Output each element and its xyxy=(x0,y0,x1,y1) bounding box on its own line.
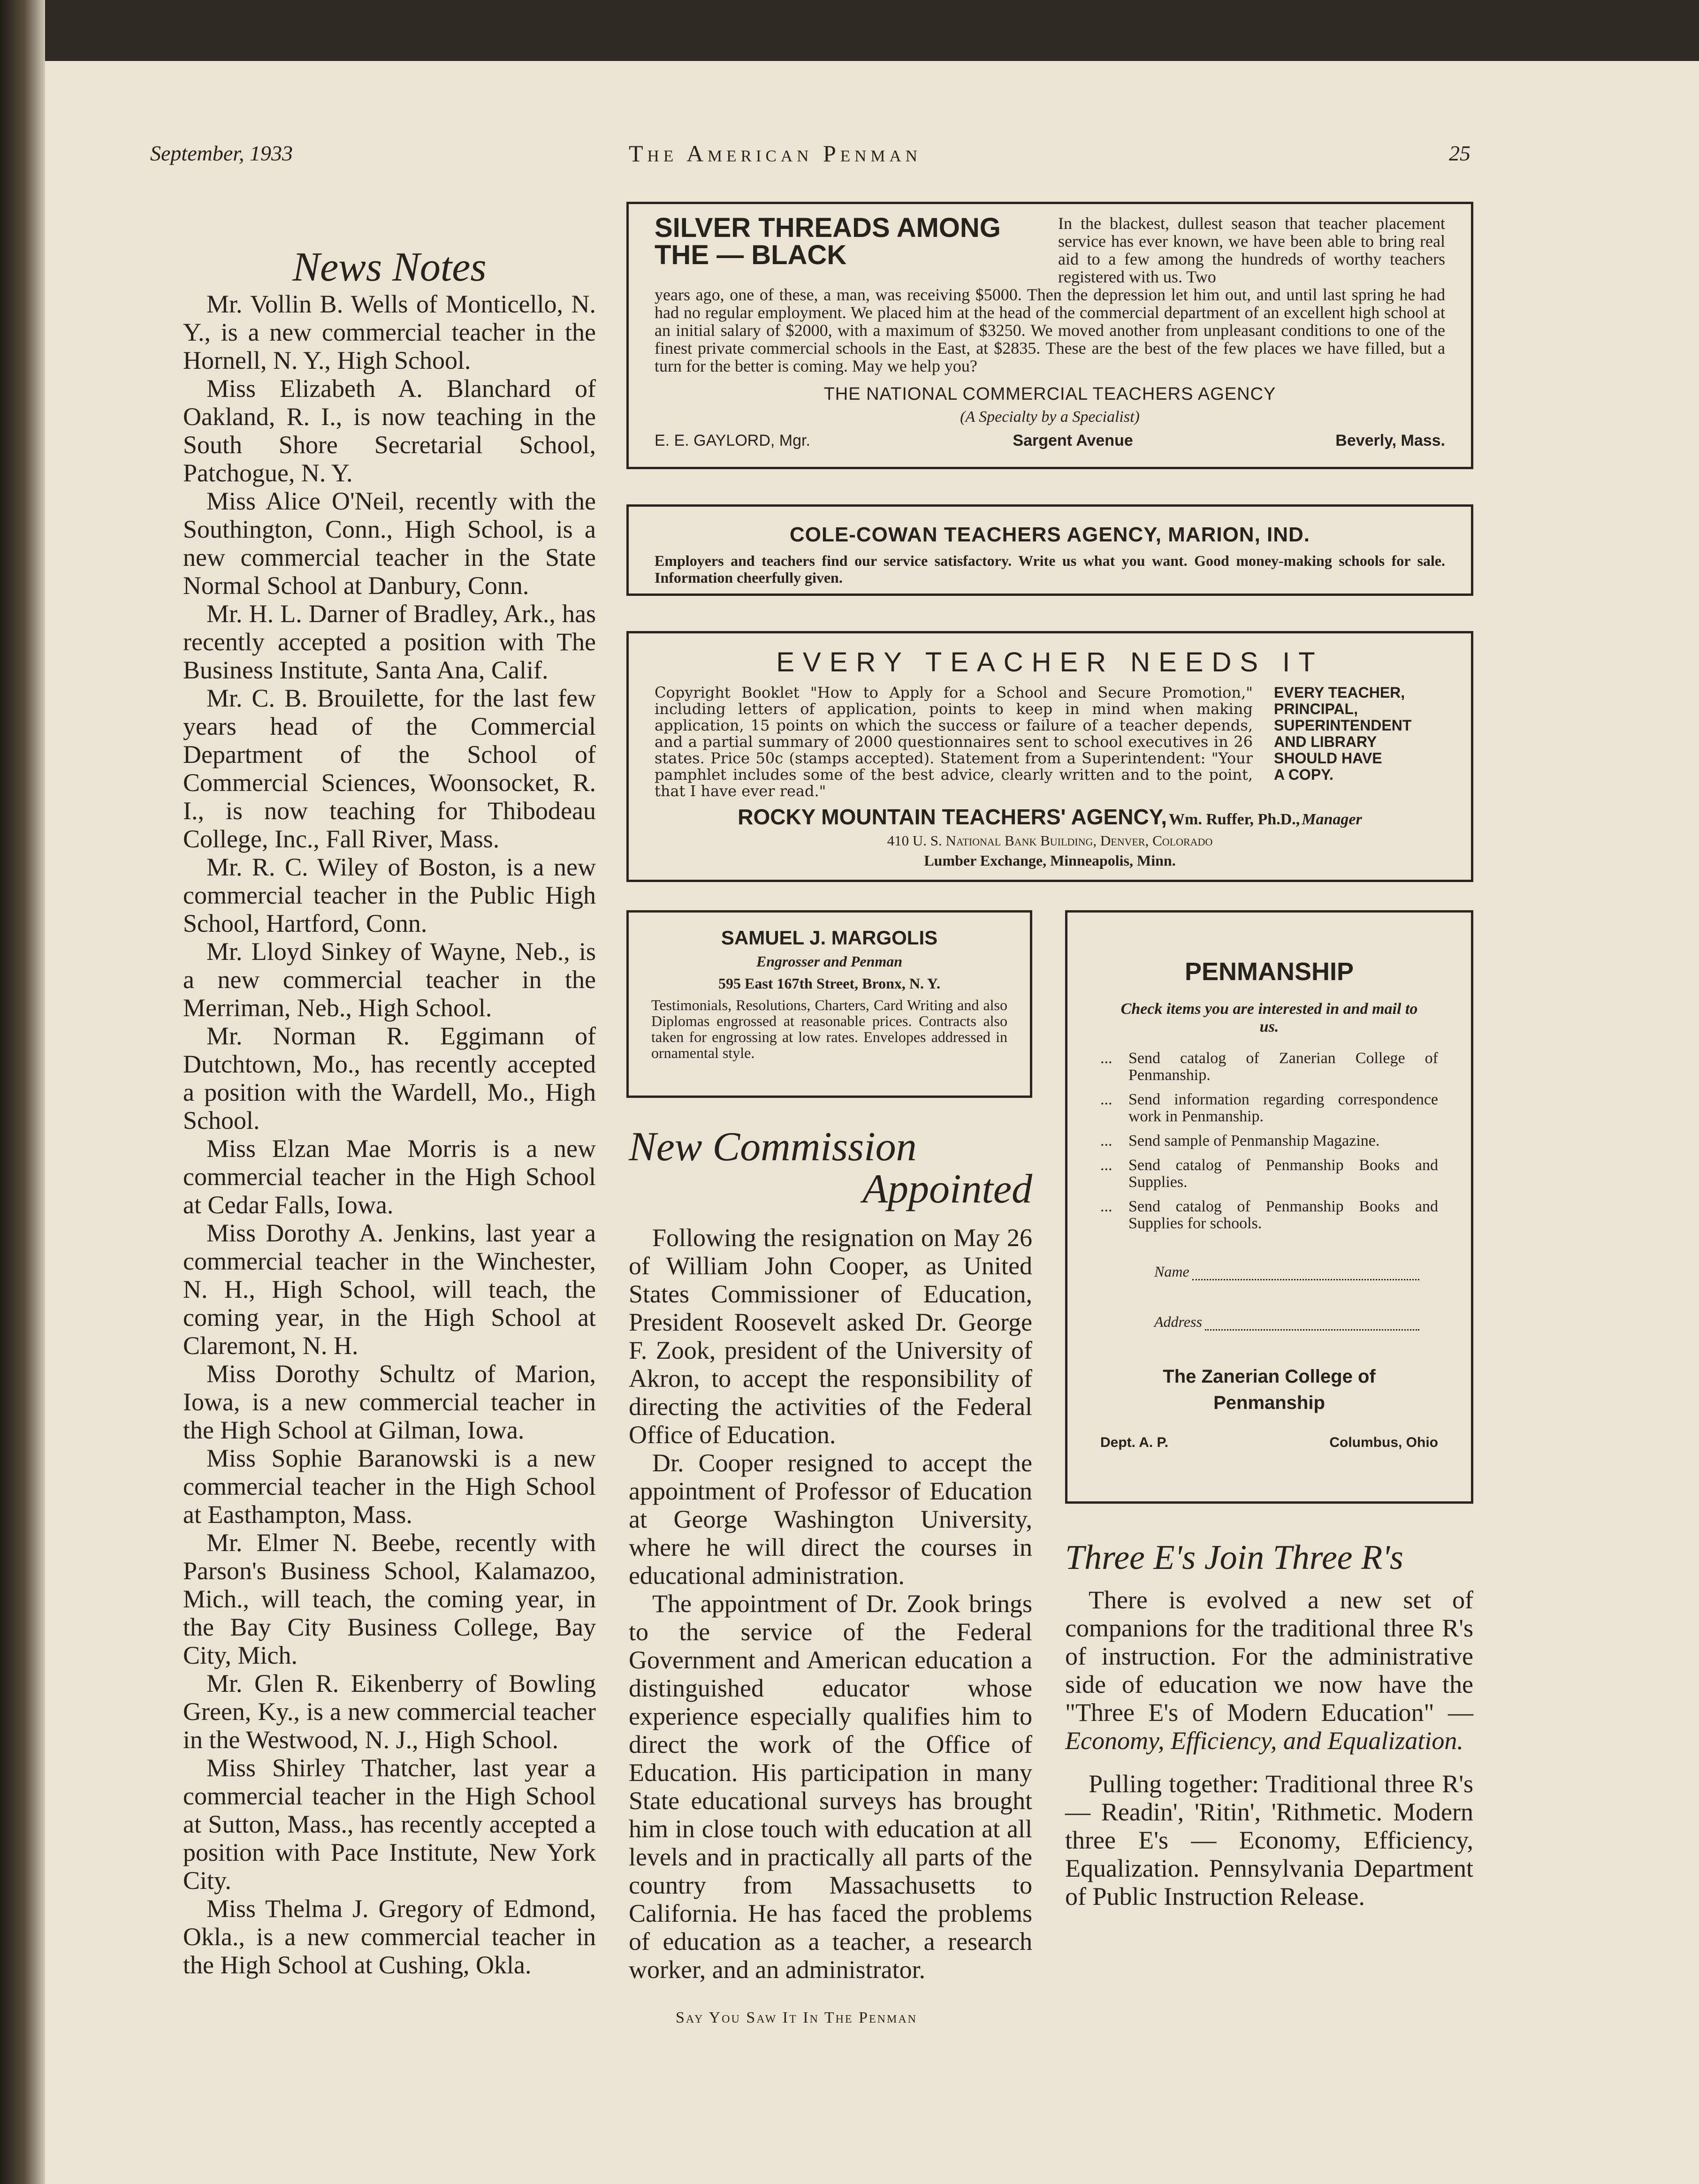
ad-rocky-sidebar-line: A COPY. xyxy=(1274,766,1333,783)
penmanship-footer xyxy=(1100,1435,1438,1451)
ad-cole-body: Employers and teachers find our service satisfactory. Write us what you want. Good money-making schools for sale. Information cheerfully given. xyxy=(655,552,1445,586)
ad-margolis-name: SAMUEL J. MARGOLIS xyxy=(721,927,938,949)
penmanship-college: The Zanerian College of Penmanship xyxy=(1163,1366,1376,1413)
news-note-item: Miss Dorothy A. Jenkins, last year a commercial teacher in the Winchester, N. H., High School, will teach, the coming year, in the High School at Claremont, N. H. xyxy=(183,1219,596,1360)
new-commission-title-line2: Appointed xyxy=(862,1166,1032,1212)
three-es-article xyxy=(1065,1538,1473,1910)
penmanship-checklist-label: Send catalog of Penmanship Books and Supplies. xyxy=(1128,1157,1438,1191)
magazine-title: The American Penman xyxy=(629,140,922,167)
penmanship-checklist-label: Send catalog of Zanerian College of Penmanship. xyxy=(1128,1050,1438,1084)
ad-silver-agency: THE NATIONAL COMMERCIAL TEACHERS AGENCY xyxy=(823,384,1276,404)
commission-paragraph: Dr. Cooper resigned to accept the appointment of Professor of Education at George Washington University, where he will direct the courses in educational administration. xyxy=(629,1449,1032,1590)
address-field-line xyxy=(1205,1329,1419,1331)
penmanship-checklist xyxy=(1100,1050,1438,1232)
news-note-item: Mr. H. L. Darner of Bradley, Ark., has recently accepted a position with The Business Institute, Santa Ana, Calif. xyxy=(183,600,596,684)
penmanship-checklist-item[interactable] xyxy=(1100,1050,1438,1084)
news-note-item: Miss Sophie Baranowski is a new commercial teacher in the High School at Easthampton, Mass. xyxy=(183,1444,596,1529)
ad-cole-headline: COLE-COWAN TEACHERS AGENCY, MARION, IND. xyxy=(789,523,1310,546)
three-es-p1-italic: Economy, Efficiency, and Equalization. xyxy=(1065,1727,1463,1755)
ad-rocky-sidebar xyxy=(1274,685,1411,799)
news-note-item: Miss Elizabeth A. Blanchard of Oakland, R. I., is now teaching in the South Shore Secretarial School, Patchogue, N. Y. xyxy=(183,374,596,487)
ad-rocky-address2: Lumber Exchange, Minneapolis, Minn. xyxy=(924,852,1176,869)
name-field-label: Name xyxy=(1154,1263,1189,1280)
ad-rocky-agency-line xyxy=(655,804,1445,829)
news-note-item: Mr. C. B. Brouilette, for the last few years head of the Commercial Department of the School of Commercial Sciences, Woonsocket, R. I., is now teaching for Thibodeau College, Inc., Fall River, Mass. xyxy=(183,684,596,853)
page-number: 25 xyxy=(1449,141,1470,165)
penmanship-instruction: Check items you are interested in and mail to us. xyxy=(1120,1000,1418,1035)
news-note-item: Miss Shirley Thatcher, last year a commercial teacher in the High School at Sutton, Mass., has recently accepted a position with Pace Institute, New York City. xyxy=(183,1754,596,1895)
three-es-title: Three E's Join Three R's xyxy=(1065,1538,1403,1577)
news-note-item: Miss Alice O'Neil, recently with the Southington, Conn., High School, is a new commercial teacher in the State Normal School at Danbury, Conn. xyxy=(183,487,596,600)
ad-rocky-sidebar-line: EVERY TEACHER, xyxy=(1274,684,1405,701)
ad-cole-cowan xyxy=(626,504,1473,596)
commission-paragraph: The appointment of Dr. Zook brings to the service of the Federal Government and American education a distinguished educator whose experience especially qualifies him to direct the work of the Office of Education. His participation in many State educational surveys has brought him in close touch with education at all levels and in practically all parts of the country from Massachusetts to California. He has faced the problems of education as a teacher, a research worker, and an administrator. xyxy=(629,1590,1032,1984)
ad-silver-body: years ago, one of these, a man, was receiving $5000. Then the depression let him out, and until last spring he had had no regular employment. We placed him at the head of the commercial department of an excellent high school at an initial salary of $2000, with a maximum of $3250. We moved another from unpleasant conditions to one of the finest private commercial schools in the East, at $2835. These are the best of the few places we have filled, but a turn for the better is coming. May we help you? xyxy=(655,285,1445,375)
ad-margolis-body: Testimonials, Resolutions, Charters, Card Writing and also Diplomas engrossed at reasonable prices. Contracts also taken for engrossing at low rates. Envelopes addressed in ornamental style. xyxy=(651,997,1007,1061)
penmanship-checklist-item[interactable] xyxy=(1100,1198,1438,1232)
penmanship-dept: Dept. A. P. xyxy=(1100,1435,1169,1450)
checkbox-dots[interactable]: ... xyxy=(1100,1091,1112,1108)
ad-rocky-sidebar-line: AND LIBRARY xyxy=(1274,733,1377,750)
news-note-item: Miss Thelma J. Gregory of Edmond, Okla., is a new commercial teacher in the High School at Cushing, Okla. xyxy=(183,1895,596,1979)
penmanship-city: Columbus, Ohio xyxy=(1329,1435,1438,1450)
ad-margolis xyxy=(626,910,1032,1098)
page-footer: Say You Saw It In The Penman xyxy=(676,2009,917,2026)
ad-silver-threads xyxy=(626,202,1473,469)
news-notes-column xyxy=(183,244,596,1979)
news-note-item: Miss Elzan Mae Morris is a new commercial teacher in the High School at Cedar Falls, Iowa. xyxy=(183,1134,596,1219)
three-es-p1-text: There is evolved a new set of companions for the traditional three R's of instruction. For the administrative side of education we now have the "Three E's of Modern Education" — xyxy=(1065,1586,1473,1727)
three-es-paragraph-1 xyxy=(1065,1586,1473,1755)
news-note-item: Mr. Elmer N. Beebe, recently with Parson's Business School, Kalamazoo, Mich., will teach, the coming year, in the Bay City Business College, Bay City, Mich. xyxy=(183,1529,596,1669)
ad-rocky-content xyxy=(655,685,1445,799)
ad-silver-city: Beverly, Mass. xyxy=(1335,432,1445,449)
ad-silver-tagline: (A Specialty by a Specialist) xyxy=(960,408,1140,426)
checkbox-dots[interactable]: ... xyxy=(1100,1157,1112,1174)
ad-silver-footer xyxy=(655,432,1445,450)
penmanship-checklist-item[interactable] xyxy=(1100,1133,1438,1149)
news-note-item: Mr. Glen R. Eikenberry of Bowling Green, Ky., is a new commercial teacher in the Westwood, N. J., High School. xyxy=(183,1669,596,1754)
ad-rocky-headline: EVERY TEACHER NEEDS IT xyxy=(776,647,1324,677)
ad-rocky-sidebar-line: SHOULD HAVE xyxy=(1274,750,1382,767)
commission-paragraph: Following the resignation on May 26 of William John Cooper, as United States Commissioner of Education, President Roosevelt asked Dr. George F. Zook, president of the University of Akron, to accept the responsibility of directing the activities of the Federal Office of Education. xyxy=(629,1224,1032,1449)
news-notes-list xyxy=(183,290,596,1979)
news-note-item: Mr. Norman R. Eggimann of Dutchtown, Mo., has recently accepted a position with the Wardell, Mo., High School. xyxy=(183,1022,596,1134)
penmanship-checklist-label: Send information regarding correspondence work in Penmanship. xyxy=(1128,1091,1438,1125)
ad-silver-body-lead: In the blackest, dullest season that teacher placement service has ever known, we have been able to bring real aid to a few among the hundreds of worthy teachers registered with us. Two xyxy=(1058,214,1445,286)
address-field-row xyxy=(1154,1313,1438,1331)
checkbox-dots[interactable]: ... xyxy=(1100,1132,1112,1149)
news-note-item: Miss Dorothy Schultz of Marion, Iowa, is a new commercial teacher in the High School at Gilman, Iowa. xyxy=(183,1360,596,1444)
name-field-row xyxy=(1154,1263,1438,1280)
penmanship-coupon xyxy=(1065,910,1473,1504)
checkbox-dots[interactable]: ... xyxy=(1100,1050,1112,1067)
ad-rocky-manager: Wm. Ruffer, Ph.D., xyxy=(1169,811,1300,828)
three-es-paragraph-2: Pulling together: Traditional three R's — Readin', 'Ritin', 'Rithmetic. Modern three E's — Economy, Efficiency, Equalization. Pennsylvania Department of Public Instruction Release. xyxy=(1065,1770,1473,1910)
penmanship-title: PENMANSHIP xyxy=(1184,958,1354,986)
new-commission-body xyxy=(629,1224,1032,1984)
ad-silver-headline: SILVER THREADS AMONG THE — BLACK xyxy=(655,213,1001,270)
name-field-line xyxy=(1192,1278,1419,1280)
penmanship-checklist-label: Send sample of Penmanship Magazine. xyxy=(1128,1132,1380,1149)
penmanship-checklist-label: Send catalog of Penmanship Books and Supplies for schools. xyxy=(1128,1198,1438,1232)
issue-date: September, 1933 xyxy=(150,141,293,165)
penmanship-checklist-item[interactable] xyxy=(1100,1091,1438,1125)
news-note-item: Mr. Lloyd Sinkey of Wayne, Neb., is a new commercial teacher in the Merriman, Neb., High School. xyxy=(183,937,596,1022)
ad-rocky-sidebar-line: SUPERINTENDENT xyxy=(1274,717,1412,734)
ad-margolis-title: Engrosser and Penman xyxy=(756,953,903,970)
ad-rocky-agency: ROCKY MOUNTAIN TEACHERS' AGENCY, xyxy=(738,805,1167,829)
ad-rocky-manager-title: Manager xyxy=(1302,811,1362,828)
ad-silver-street: Sargent Avenue xyxy=(1013,432,1133,449)
new-commission-title-line1: New Commission xyxy=(629,1124,917,1170)
news-notes-title: News Notes xyxy=(292,244,487,290)
ad-rocky-sidebar-line: PRINCIPAL, xyxy=(1274,700,1358,717)
ad-rocky-address1: 410 U. S. National Bank Building, Denver, Colorado xyxy=(887,832,1213,849)
new-commission-article xyxy=(629,1126,1032,1984)
book-binding xyxy=(0,0,45,2184)
address-field-label: Address xyxy=(1154,1313,1202,1330)
news-note-item: Mr. R. C. Wiley of Boston, is a new commercial teacher in the Public High School, Hartford, Conn. xyxy=(183,853,596,937)
ad-rocky-body: Copyright Booklet "How to Apply for a School and Secure Promotion," including letters of application, points to keep in mind when making application, 15 points on which the success or failure of a teacher depends, and a partial summary of 2000 questionnaires sent to school executives in 26 states. Price 50c (stamps accepted). Statement from a Superintendent: "Your pamphlet includes some of the best advice, clearly written and to the point, that I have ever read." xyxy=(655,684,1253,800)
penmanship-checklist-item[interactable] xyxy=(1100,1157,1438,1191)
checkbox-dots[interactable]: ... xyxy=(1100,1198,1112,1215)
ad-silver-manager: E. E. GAYLORD, Mgr. xyxy=(655,432,810,449)
ad-margolis-address: 595 East 167th Street, Bronx, N. Y. xyxy=(718,975,940,992)
ad-rocky-mountain xyxy=(626,631,1473,882)
news-note-item: Mr. Vollin B. Wells of Monticello, N. Y., is a new commercial teacher in the Hornell, N. Y., High School. xyxy=(183,290,596,374)
